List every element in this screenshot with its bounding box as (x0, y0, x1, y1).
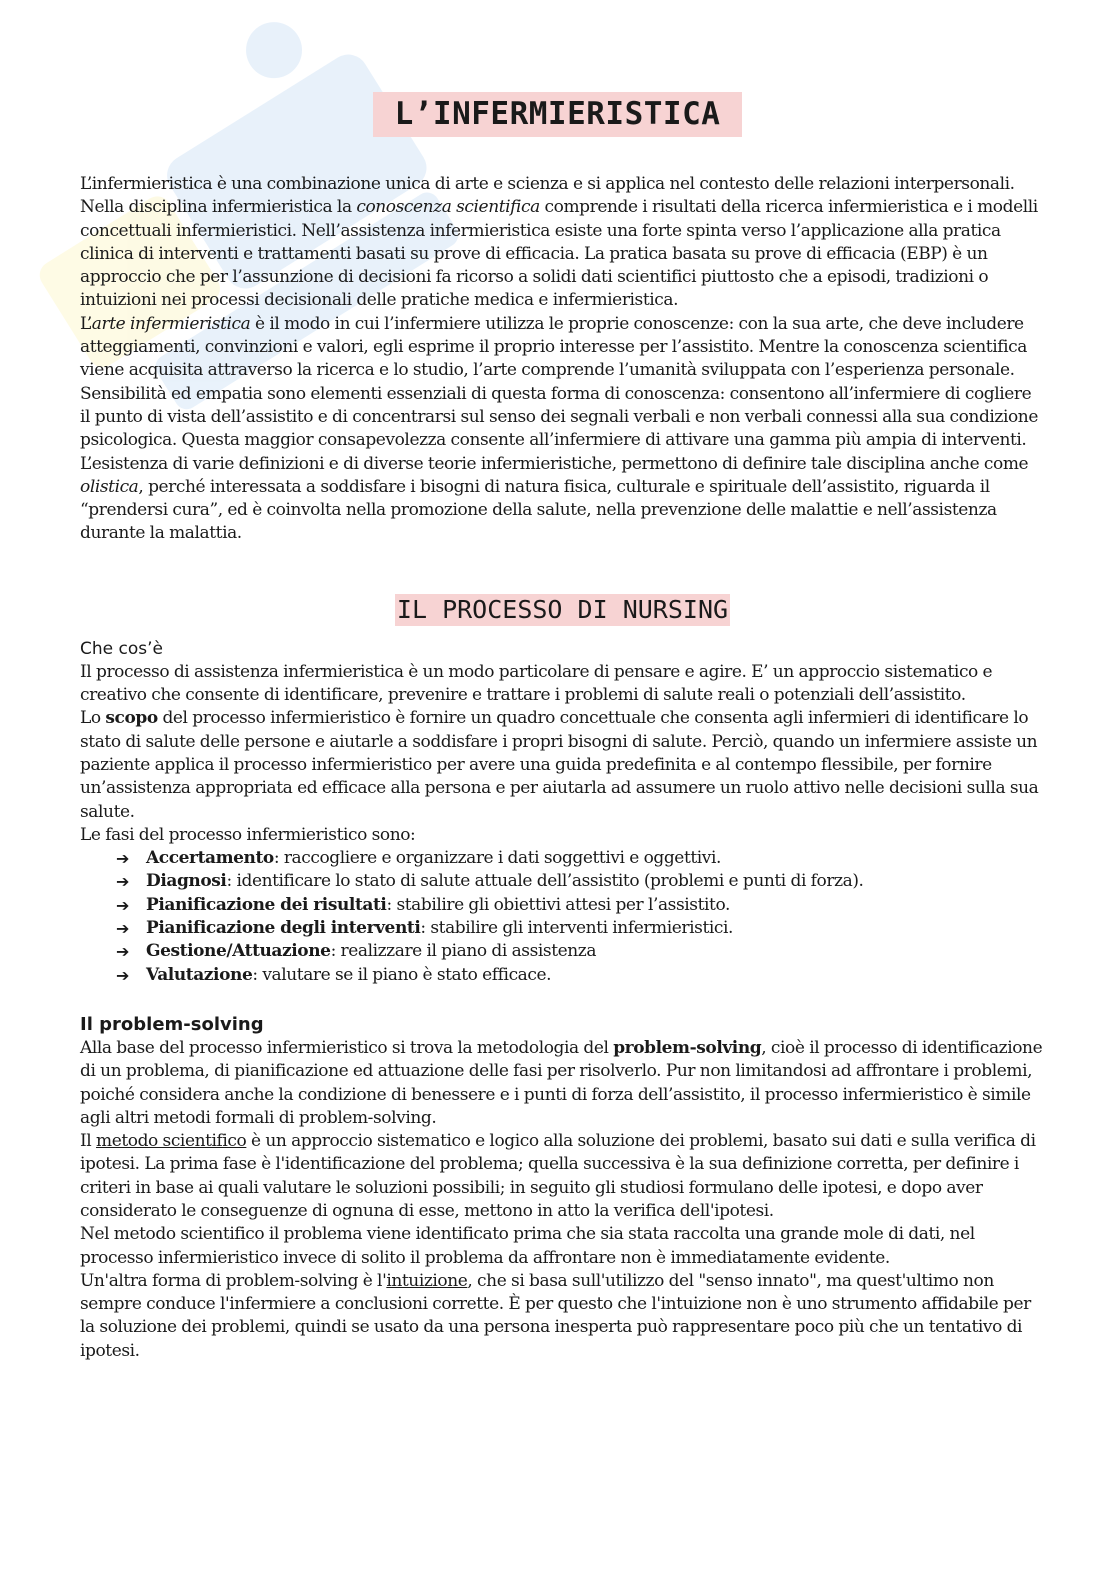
arrow-right-icon: ➔ (116, 942, 129, 962)
section-title-nursing: IL PROCESSO DI NURSING (396, 594, 729, 624)
heading-problem-solving: Il problem-solving (80, 1013, 264, 1035)
term-scopo: scopo (105, 708, 158, 729)
intro-paragraph-3: L’arte infermieristica è il modo in cui l’infermiere utilizza le proprie conoscenze: con la sua arte, che deve includere atteggiamenti, convinzioni e valori, egli esprime il proprio interesse per l’assistito. Mentre la conoscenza scientifica viene acquisita attraverso la ricerca e lo studio, l’arte comprende l’umanità sviluppata con l’esperienza personale. Sensibilità ed empatia sono elementi essenziali di questa forma di conoscenza: consentono all’infermiere di cogliere il punto di vista dell’assistito e di concentrarsi sul senso dei segnali verbali e non verbali connessi alla sua condizione psicologica. Questa maggior consapevolezza consente all’infermiere di attivare una gamma più ampia di interventi. (80, 313, 1038, 451)
arrow-right-icon: ➔ (116, 895, 129, 915)
intro-paragraph-4: L’esistenza di varie definizioni e di diverse teorie infermieristiche, permettono di definire tale disciplina anche come olistica, perché interessata a soddisfare i bisogni di natura fisica, culturale e spirituale dell’assistito, riguarda il “prendersi cura”, ed è coinvolta nella promozione della salute, nella prevenzione delle malattie e nell’assistenza durante la malattia. (80, 453, 1029, 544)
list-item: ➔ Pianificazione dei risultati: stabilire gli obiettivi attesi per l’assistito. (116, 894, 1045, 917)
heading-che-cose: Che cos’è (80, 638, 163, 659)
intro-section (80, 173, 1045, 546)
problem-solving-paragraph-4: Un'altra forma di problem-solving è l'intuizione, che si basa sull'utilizzo del "senso innato", ma quest'ultimo non sempre conduce l'infermiere a conclusioni corrette. È per questo che l'intuizione non è uno strumento affidabile per la soluzione dei problemi, quindi se usato da una persona inesperta può rappresentare poco più che un tentativo di ipotesi. (80, 1270, 1031, 1361)
term-arte-infermieristica: arte infermieristica (91, 313, 251, 334)
problem-solving-paragraph-1: Alla base del processo infermieristico si trova la metodologia del problem-solving, cioè il processo di identificazione di un problema, di pianificazione ed attuazione delle fasi per risolverlo. Pur non limitandosi ad affrontare i problemi, poiché considera anche la condizione di benessere e i punti di forza dell’assistito, il processo infermieristico è simile agli altri metodi formali di problem-solving. (80, 1037, 1043, 1128)
nursing-paragraph-2: Lo scopo del processo infermieristico è fornire un quadro concettuale che consenta agli infermieri di identificare lo stato di salute delle persone e aiutarle a soddisfare i propri bisogni di salute. Perciò, quando un infermiere assiste un paziente applica il processo infermieristico per avere una guida predefinita e al contempo flessibile, per fornire un’assistenza appropriata ed efficace alla persona e per aiutarla ad assumere un ruolo attivo nelle decisioni sulla sua salute. (80, 708, 1039, 822)
intro-paragraph-2: Nella disciplina infermieristica la conoscenza scientifica comprende i risultati della ricerca infermieristica e i modelli concettuali infermieristici. Nell’assistenza infermieristica esiste una forte spinta verso l’applicazione alla pratica clinica di interventi e trattamenti basati su prove di efficacia. La pratica basata su prove di efficacia (EBP) è un approccio che per l’assunzione di decisioni fa ricorso a solidi dati scientifici piuttosto che a episodi, tradizioni o intuizioni nei processi decisionali delle pratiche medica e infermieristica. (80, 197, 1038, 311)
list-item: ➔ Accertamento: raccogliere e organizzare i dati soggettivi e oggettivi. (116, 847, 1045, 870)
document-page (80, 92, 1045, 1363)
intro-paragraph-1: L’infermieristica è una combinazione unica di arte e scienza e si applica nel contesto delle relazioni interpersonali. (80, 174, 1015, 194)
arrow-right-icon: ➔ (116, 872, 129, 892)
phases-intro: Le fasi del processo infermieristico sono: (80, 824, 416, 845)
arrow-right-icon: ➔ (116, 919, 129, 939)
list-item: ➔ Gestione/Attuazione: realizzare il piano di assistenza (116, 940, 1045, 963)
term-problem-solving: problem-solving (613, 1037, 762, 1058)
arrow-right-icon: ➔ (116, 849, 129, 869)
list-item: ➔ Valutazione: valutare se il piano è stato efficace. (116, 964, 1045, 987)
term-conoscenza-scientifica: conoscenza scientifica (356, 197, 540, 218)
problem-solving-paragraph-3: Nel metodo scientifico il problema viene identificato prima che sia stata raccolta una grande mole di dati, nel processo infermieristico invece di solito il problema da affrontare non è immediatamente evidente. (80, 1224, 975, 1268)
nursing-paragraph-1: Il processo di assistenza infermieristica è un modo particolare di pensare e agire. E’ un approccio sistematico e creativo che consente di identificare, prevenire e trattare i problemi di salute reali o potenziali dell’assistito. (80, 661, 993, 706)
phases-list (80, 847, 1045, 987)
arrow-right-icon: ➔ (116, 965, 129, 985)
term-metodo-scientifico: metodo scientifico (96, 1131, 247, 1152)
list-item: ➔ Diagnosi: identificare lo stato di salute attuale dell’assistito (problemi e punti di forza). (116, 870, 1045, 893)
document-title: L’INFERMIERISTICA (373, 92, 743, 137)
problem-solving-paragraph-2: Il metodo scientifico è un approccio sistematico e logico alla soluzione dei problemi, basato sui dati e sulla verifica di ipotesi. La prima fase è l'identificazione del problema; quella successiva è la sua definizione corretta, per definire i criteri in base ai quali valutare le soluzioni possibili; in seguito gli studiosi formulano delle ipotesi, e dopo aver considerato le conseguenze di ognuna di esse, mettono in atto la verifica dell'ipotesi. (80, 1131, 1036, 1221)
term-intuizione: intuizione (386, 1270, 468, 1291)
term-olistica: olistica (80, 476, 139, 497)
list-item: ➔ Pianificazione degli interventi: stabilire gli interventi infermieristici. (116, 917, 1045, 940)
